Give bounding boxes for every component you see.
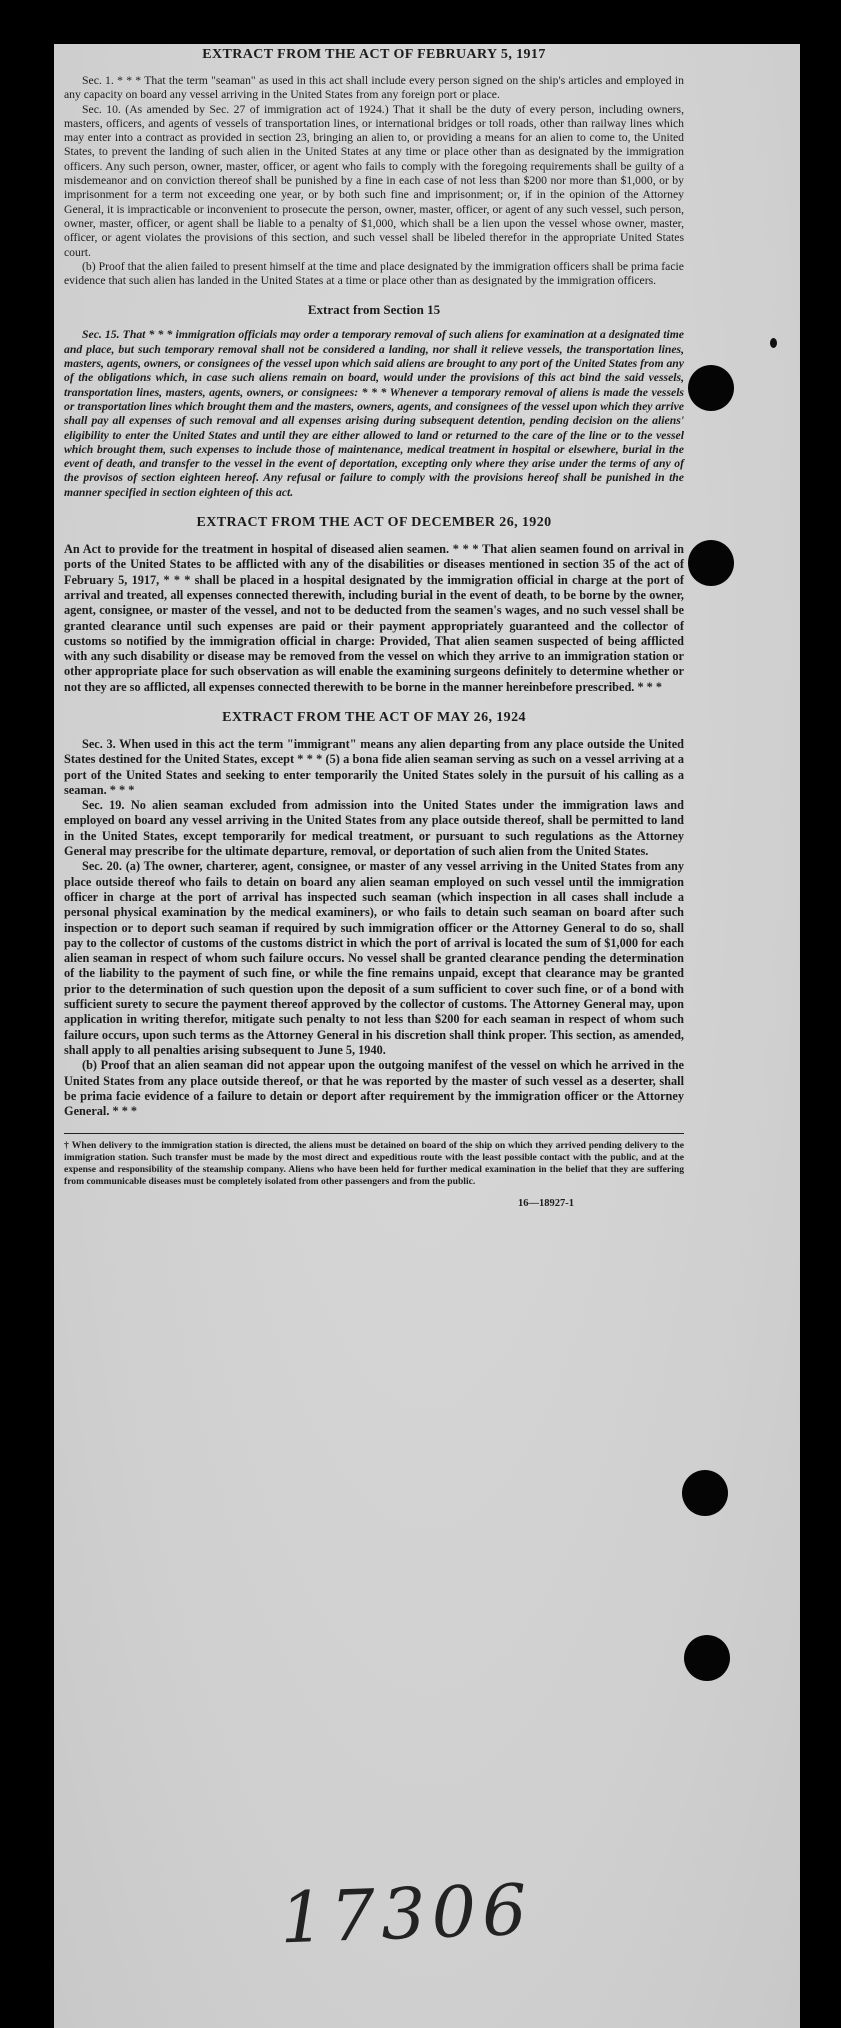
document-body <box>64 46 684 1209</box>
punch-hole <box>684 1635 730 1681</box>
section-act-1920 <box>64 514 684 695</box>
section-extract-15 <box>64 302 684 500</box>
section-heading: EXTRACT FROM THE ACT OF FEBRUARY 5, 1917 <box>202 47 546 62</box>
section-act-1917 <box>64 46 684 288</box>
ink-speck <box>770 338 777 348</box>
paragraph-act-1920: An Act to provide for the treatment in hospital of diseased alien seamen. * * * That alien seamen found on arrival in ports of the United States to be afflicted with any of the disabilities or diseases mentioned in section 35 of the act of February 5, 1917, * * * shall be placed in a hospital designated by the immigration official in charge at the port of arrival and treated, all expenses connected therewith, including burial in the event of death, to be borne by the owner, agent, consignee, or master of the vessel, and not to be deducted from the seamen's wages, and no such vessel shall be granted clearance until such expenses are paid or their payment appropriately guaranteed and the collector of customs so notified by the immigration official in charge: Provided, That alien seamen suspected of being afflicted with any such disability or disease may be removed from the vessel on which they arrive to an immigration station or other appropriate place for such observation as will enable the examining surgeons definitely to determine whether or not they are so afflicted, all expenses connected therewith to be borne in the manner hereinbefore prescribed. * * * <box>64 542 684 694</box>
punch-hole <box>682 1470 728 1516</box>
footnote: † When delivery to the immigration station is directed, the aliens must be detained on board of the ship on which they arrived pending delivery to the immigration station. Such transfer must be made by the most direct and expeditious route with the least possible contact with the public, and at the expense and responsibility of the steamship company. Aliens who have been held for further medical examination in the belief that they are suffering from communicable diseases must be completely isolated from other passengers and from the public. <box>64 1140 684 1188</box>
section-heading: EXTRACT FROM THE ACT OF DECEMBER 26, 1920 <box>196 515 552 531</box>
section-heading: EXTRACT FROM THE ACT OF MAY 26, 1924 <box>222 709 526 725</box>
form-number: 16—18927-1 <box>518 1198 574 1210</box>
paragraph-sec-1: Sec. 1. * * * That the term "seaman" as used in this act shall include every person signed on the ship's articles and employed in any capacity on board any vessel arriving in the United States from any foreign port or place. <box>64 74 684 102</box>
paragraph-sec-20-a: Sec. 20. (a) The owner, charterer, agent, consignee, or master of any vessel arriving in the United States from any place outside thereof who fails to detain on board any alien seaman employed on such vessel until the immigration officer in charge at the port of arrival has inspected such seaman (which inspection in all cases shall include a personal physical examination by the medical examiners), or who fails to detain such seaman on board after such inspection or to deport such seaman if required by such immigration officer or the Attorney General to do so, shall pay to the collector of customs of the customs district in which the port of arrival is located the sum of $1,000 for each alien seaman in respect of whom such failure occurs. No vessel shall be granted clearance pending the determination of the liability to the payment of such fine, or while the fine remains unpaid, except that clearance may be granted prior to the determination of such question upon the deposit of a sum sufficient to cover such fine, or of a bond with sufficient surety to secure the payment thereof approved by the collector of customs. The Attorney General may, upon application in writing therefor, mitigate such penalty to not less than $200 for each seaman in respect of whom such failure occurs, upon such terms as the Attorney General in his discretion shall think proper. This section, as amended, shall apply to all penalties arising subsequent to June 5, 1940. <box>64 859 684 1057</box>
section-subheading: Extract from Section 15 <box>307 302 441 318</box>
punch-hole <box>688 540 734 586</box>
paragraph-sec-19: Sec. 19. No alien seaman excluded from admission into the United States under the immigration laws and employed on board any vessel arriving in the United States from any place outside thereof, shall be permitted to land in the United States, except temporarily for medical treatment, or pursuant to such regulations as the Attorney General may prescribe for the ultimate departure, removal, or deportation of such alien from the United States. <box>64 798 684 859</box>
paragraph-sec-15: Sec. 15. That * * * immigration officials may order a temporary removal of such aliens for examination at a designated time and place, but such temporary removal shall not be considered a landing, nor shall it relieve vessels, the transportation lines, masters, agents, owners, or consignees of the vessel upon which said aliens are brought to any port of the United States from any of the obligations which, in case such aliens remain on board, would under the provisions of this act bind the said vessels, transportation lines, masters, agents, owners, or consignees: * * * Whenever a temporary removal of aliens is made the vessels or transportation lines which brought them and the masters, owners, agents, and consignees of the vessel upon which they arrive shall pay all expenses of such removal and all expenses arising during subsequent detention, pending decision on the aliens' eligibility to enter the United States and until they are either allowed to land or returned to the care of the line or to the vessel which brought them, such expenses to include those of maintenance, medical treatment in hospital or elsewhere, burial in the event of death, and transfer to the vessel in the event of deportation, excepting only where they arise under the terms of any of the provisos of section eighteen hereof. Any refusal or failure to comply with the provisions hereof shall be punished in the manner specified in section eighteen of this act. <box>64 328 684 499</box>
paragraph-sec-10-b: (b) Proof that the alien failed to present himself at the time and place designated by the immigration officers shall be prima facie evidence that such alien has landed in the United States at a time or place other than as designated by the immigration officers. <box>64 259 684 288</box>
handwritten-number: 17306 <box>278 1868 535 1960</box>
paragraph-sec-3: Sec. 3. When used in this act the term "immigrant" means any alien departing from any place outside the United States destined for the United States, except * * * (5) a bona fide alien seaman serving as such on a vessel arriving at a port of the United States and seeking to enter temporarily the United States solely in the pursuit of his calling as a seaman. * * * <box>64 736 684 797</box>
footnote-divider <box>64 1133 684 1134</box>
paragraph-sec-20-b: (b) Proof that an alien seaman did not appear upon the outgoing manifest of the vessel on which he arrived in the United States from any place outside thereof, or that he was reported by the master of such vessel as a deserter, shall be prima facie evidence of a failure to detain or deport after requirement by the immigration officer or the Attorney General. * * * <box>64 1058 684 1119</box>
section-act-1924 <box>64 709 684 1119</box>
paragraph-sec-10: Sec. 10. (As amended by Sec. 27 of immigration act of 1924.) That it shall be the duty of every person, including owners, masters, officers, and agents of vessels of transportation lines, or international bridges or toll roads, other than railway lines which may enter into a contract as provided in section 23, bringing an alien to, or providing a means for an alien to come to, the United States, to prevent the landing of such alien in the United States at any time or place other than as designated by the immigration officers. Any such person, owner, master, officer, or agent who fails to comply with the foregoing requirements shall be guilty of a misdemeanor and on conviction thereof shall be punished by a fine in each case of not less than $200 nor more than $1,000, or by imprisonment for a term not exceeding one year, or by both such fine and imprisonment; or, if in the opinion of the Attorney General, it is impracticable or inconvenient to prosecute the person, owner, master, officer, or agent of any such vessel, such person, owner, master, officer, or agent shall be liable to a penalty of $1,000, which shall be a lien upon the vessel whose owner, master, officer, or agent violates the provisions of this section, and such vessel shall be libeled therefor in the appropriate United States court. <box>64 102 684 259</box>
punch-hole <box>688 365 734 411</box>
